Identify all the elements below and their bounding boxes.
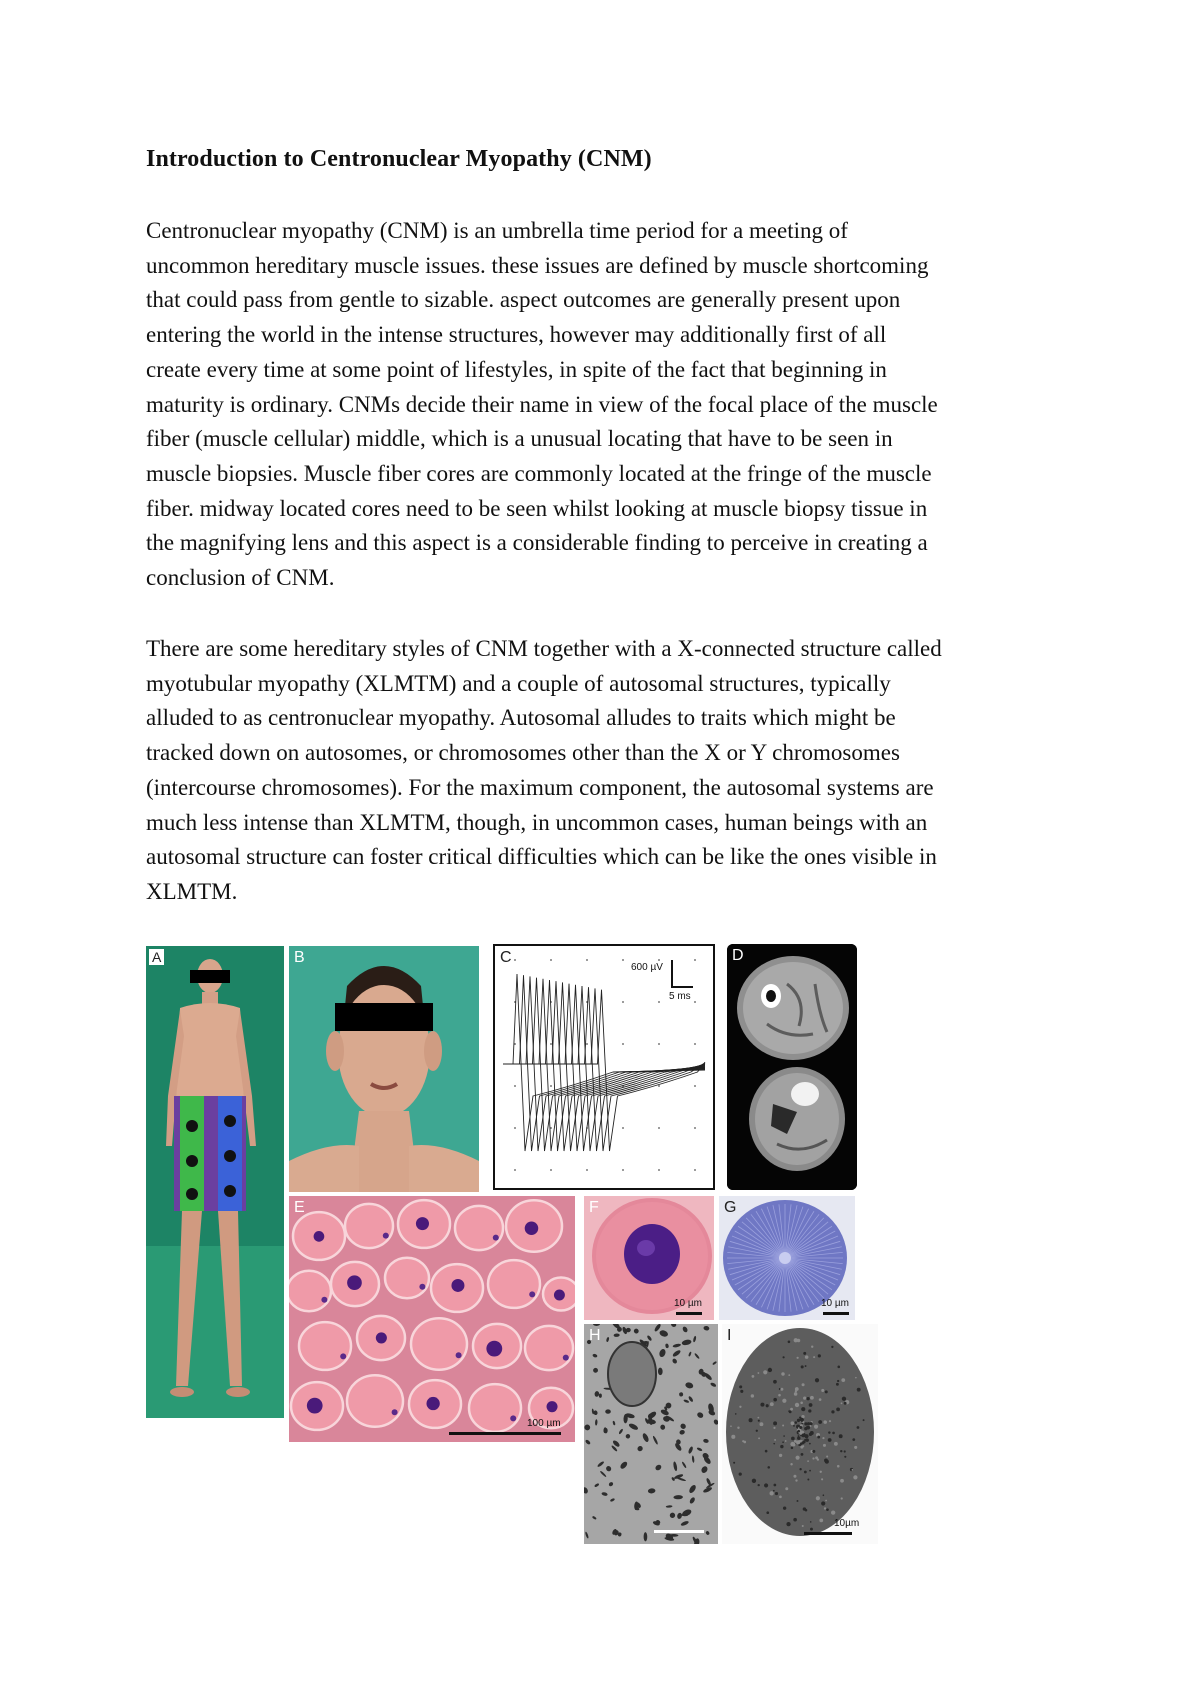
text-line: (intercourse chromosomes). For the maximum component, the autosomal systems are bbox=[146, 774, 934, 800]
electron-micrograph-h bbox=[584, 1324, 718, 1544]
time-scale-label: 5 ms bbox=[669, 991, 691, 1002]
panel-label: B bbox=[294, 949, 305, 966]
scale-bar bbox=[676, 1312, 702, 1315]
figure-panel-d bbox=[727, 944, 857, 1190]
text-line: maturity is ordinary. CNMs decide their name in view of the focal place of the muscle bbox=[146, 391, 938, 417]
figure-panel-e bbox=[289, 1196, 575, 1442]
text-line: XLMTM. bbox=[146, 878, 238, 904]
scale-bar bbox=[823, 1312, 849, 1315]
scale-bar-label: 100 µm bbox=[527, 1418, 561, 1429]
panel-label: A bbox=[149, 949, 164, 965]
scale-bar bbox=[804, 1532, 852, 1535]
patient-full-body-photo bbox=[146, 946, 284, 1418]
text-line: that could pass from gentle to sizable. aspect outcomes are generally present upon bbox=[146, 287, 901, 313]
figure-panel-i bbox=[722, 1324, 878, 1544]
text-line: conclusion of CNM. bbox=[146, 565, 335, 591]
text-line: autosomal structure can foster critical difficulties which can be like the ones visible in bbox=[146, 844, 937, 870]
text-line: entering the world in the intense structures, however may additionally first of all bbox=[146, 322, 887, 348]
scale-bar-label: 10 µm bbox=[674, 1298, 702, 1309]
figure-panel-h bbox=[584, 1324, 718, 1544]
paragraph-2 bbox=[146, 632, 1066, 910]
muscle-mri-scan bbox=[727, 944, 857, 1190]
panel-label: G bbox=[724, 1199, 737, 1216]
muscle-histology-image bbox=[289, 1196, 575, 1442]
paragraph-1 bbox=[146, 214, 1066, 596]
panel-label: C bbox=[500, 949, 512, 966]
figure-panel-a bbox=[146, 946, 284, 1418]
text-line: muscle biopsies. Muscle fiber cores are commonly located at the fringe of the muscle bbox=[146, 460, 932, 486]
scale-bar-label: 10 µm bbox=[821, 1298, 849, 1309]
scale-bar bbox=[654, 1530, 704, 1533]
amplitude-scale-bar bbox=[671, 960, 673, 988]
panel-label: F bbox=[589, 1199, 599, 1216]
text-line: alluded to as centronuclear myopathy. Autosomal alludes to traits which might be bbox=[146, 705, 896, 731]
emg-trace-plot bbox=[495, 946, 713, 1188]
figure-panel-g bbox=[719, 1196, 855, 1320]
text-line: create every time at some point of lifestyles, in spite of the fact that beginning in bbox=[146, 356, 887, 382]
text-line: the magnifying lens and this aspect is a considerable finding to perceive in creating a bbox=[146, 530, 928, 556]
figure-panel-c bbox=[493, 944, 715, 1190]
text-line: There are some hereditary styles of CNM together with a X-connected structure called bbox=[146, 636, 942, 661]
panel-label: H bbox=[589, 1327, 601, 1344]
panel-label: D bbox=[732, 947, 744, 964]
text-line: fiber. midway located cores need to be seen whilst looking at muscle biopsy tissue in bbox=[146, 495, 928, 521]
text-line: uncommon hereditary muscle issues. these issues are defined by muscle shortcoming bbox=[146, 252, 929, 278]
text-line: tracked down on autosomes, or chromosomes other than the X or Y chromosomes bbox=[146, 740, 900, 766]
amplitude-scale-label: 600 µV bbox=[631, 962, 663, 973]
electron-micrograph-i bbox=[722, 1324, 878, 1544]
text-line: much less intense than XLMTM, though, in uncommon cases, human beings with an bbox=[146, 809, 928, 835]
figure-panel-f bbox=[584, 1196, 714, 1320]
scale-bar-label: 10µm bbox=[834, 1518, 860, 1529]
figure-panel-b bbox=[289, 946, 479, 1192]
text-line: fiber (muscle cellular) middle, which is a unusual locating that have to be seen in bbox=[146, 426, 893, 452]
patient-face-photo bbox=[289, 946, 479, 1192]
document-heading: Introduction to Centronuclear Myopathy (CNM) bbox=[146, 146, 652, 172]
text-line: myotubular myopathy (XLMTM) and a couple of autosomal structures, typically bbox=[146, 670, 891, 696]
panel-label: I bbox=[727, 1327, 732, 1344]
time-scale-bar bbox=[671, 986, 693, 988]
scale-bar bbox=[449, 1432, 561, 1435]
text-line: Centronuclear myopathy (CNM) is an umbrella time period for a meeting of bbox=[146, 218, 848, 243]
panel-label: E bbox=[294, 1199, 305, 1216]
